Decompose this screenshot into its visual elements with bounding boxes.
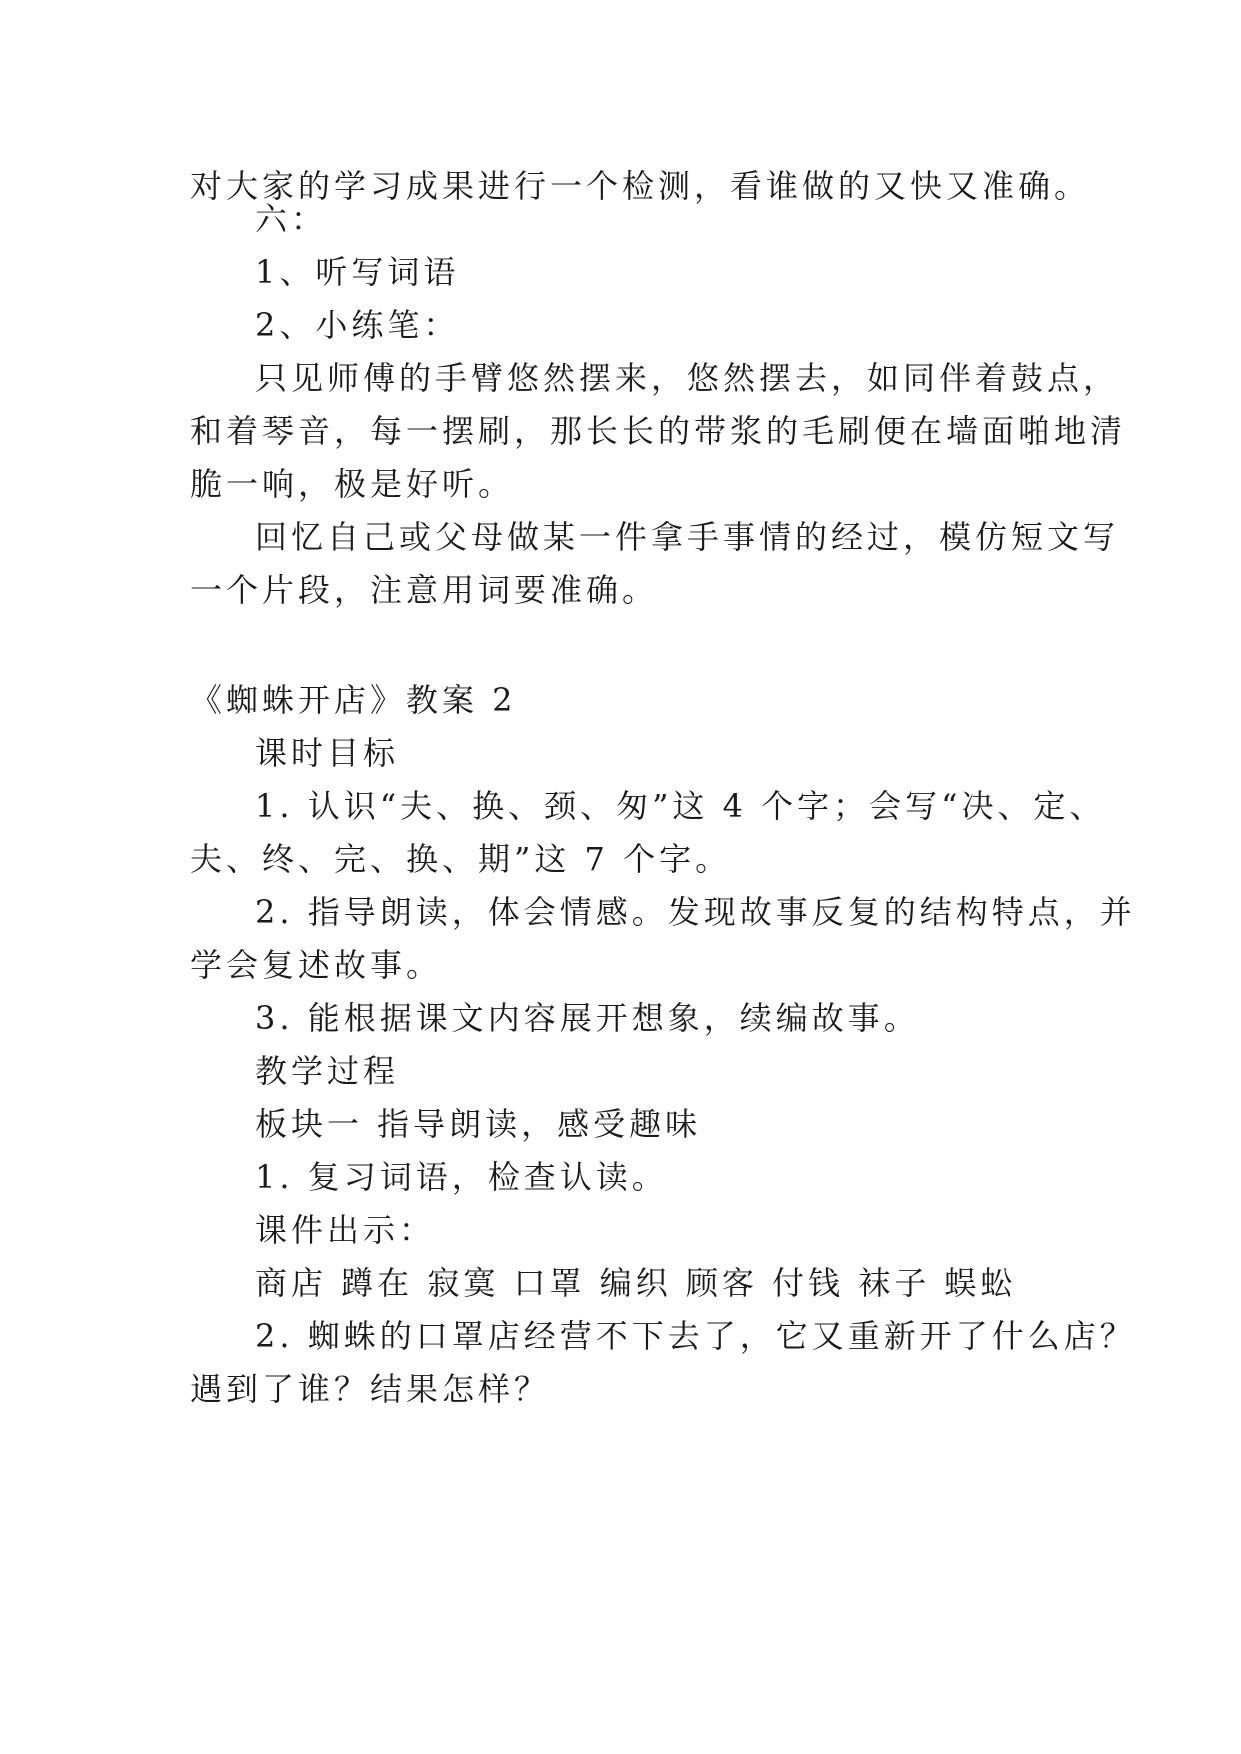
heading-process: 教学过程 xyxy=(255,1052,400,1090)
heading-objectives: 课时目标 xyxy=(255,734,400,772)
objective-2: 2. 指导朗读，体会情感。发现故事反复的结构特点，并 xyxy=(255,893,1136,931)
step-2: 2. 蜘蛛的口罩店经营不下去了，它又重新开了什么店？ xyxy=(255,1317,1136,1355)
text-line-passage: 和着琴音，每一摆刷，那长长的带浆的毛刷便在墙面啪地清 xyxy=(190,412,1127,450)
objective-1-continued: 夫、终、完、换、期”这 7 个字。 xyxy=(190,840,732,878)
step-1: 1. 复习词语，检查认读。 xyxy=(255,1158,668,1196)
text-line-item-1: 1、听写词语 xyxy=(255,253,460,291)
text-line-prompt: 回忆自己或父母做某一件拿手事情的经过，模仿短文写 xyxy=(255,518,1120,556)
text-line-passage: 脆一响，极是好听。 xyxy=(190,465,515,503)
text-line-prompt: 一个片段，注意用词要准确。 xyxy=(190,571,659,609)
vocabulary-list: 商店 蹲在 寂寞 口罩 编织 顾客 付钱 袜子 蜈蚣 xyxy=(255,1264,1017,1302)
step-2-continued: 遇到了谁？结果怎样？ xyxy=(190,1370,551,1408)
objective-3: 3. 能根据课文内容展开想象，续编故事。 xyxy=(255,999,920,1037)
objective-2-continued: 学会复述故事。 xyxy=(190,946,443,984)
text-line-passage: 只见师傅的手臂悠然摆来，悠然摆去，如同伴着鼓点， xyxy=(255,359,1120,397)
block-one-heading: 板块一 指导朗读，感受趣味 xyxy=(255,1105,702,1143)
text-line-continuation: 对大家的学习成果进行一个检测，看谁做的又快又准确。 xyxy=(190,167,1091,205)
courseware-label: 课件出示： xyxy=(255,1211,436,1249)
text-line-item-2: 2、小练笔： xyxy=(255,306,460,344)
section-title: 《蜘蛛开店》教案 2 xyxy=(190,681,517,719)
objective-1: 1. 认识“夫、换、颈、匆”这 4 个字；会写“决、定、 xyxy=(255,787,1106,825)
text-line-section-six: 六： xyxy=(255,200,328,238)
